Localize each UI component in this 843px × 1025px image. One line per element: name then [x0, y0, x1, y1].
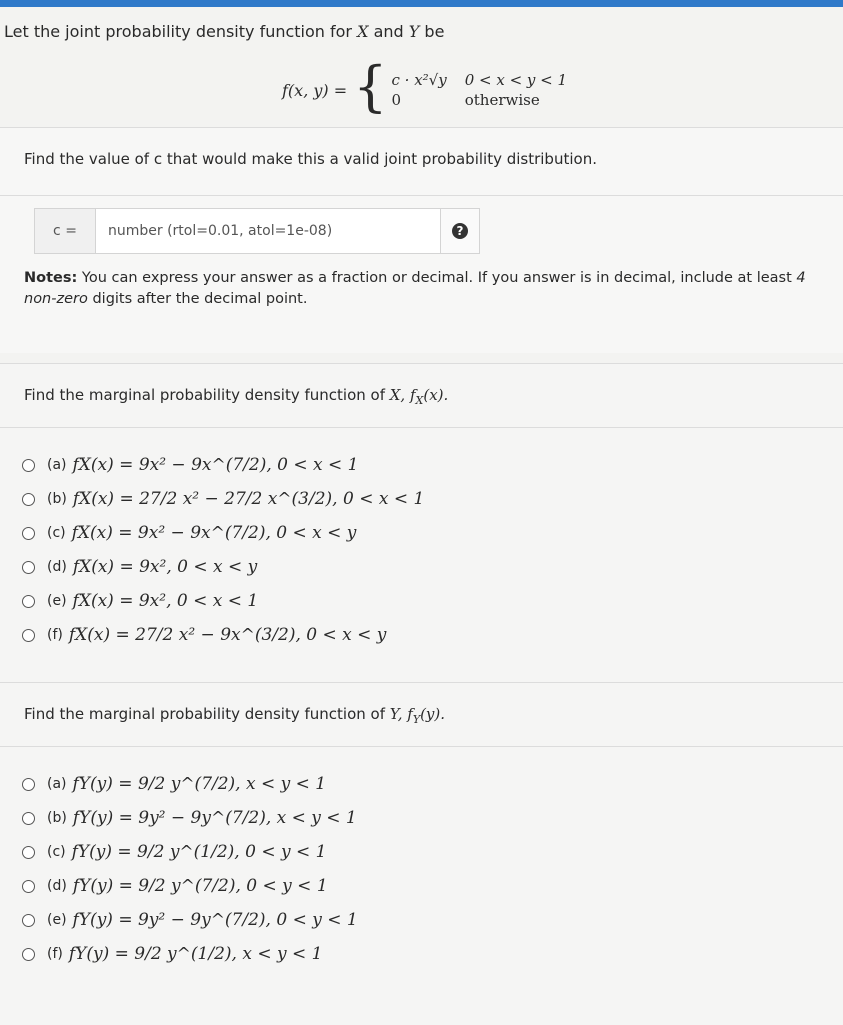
q3-option-c[interactable] [22, 835, 358, 869]
question-2-options [22, 448, 424, 652]
q2-option-b[interactable] [22, 482, 424, 516]
option-letter: (b) [47, 491, 67, 507]
q3-option-e[interactable] [22, 903, 358, 937]
q3-suffix: (y). [420, 705, 446, 723]
option-formula: fY(y) = 9/2 y^(7/2), 0 < y < 1 [72, 876, 328, 896]
answer-box [34, 208, 480, 254]
option-formula: fY(y) = 9/2 y^(7/2), x < y < 1 [72, 774, 327, 794]
q3-option-d[interactable] [22, 869, 358, 903]
radio-button[interactable] [22, 846, 35, 859]
option-formula: fY(y) = 9y² − 9y^(7/2), x < y < 1 [72, 808, 357, 828]
option-letter: (f) [47, 946, 63, 962]
option-formula: fX(x) = 27/2 x² − 9x^(3/2), 0 < x < y [68, 625, 387, 645]
option-formula: fX(x) = 9x², 0 < x < 1 [72, 591, 259, 611]
radio-button[interactable] [22, 493, 35, 506]
help-cell [441, 209, 479, 253]
question-1-text: Find the value of c that would make this a valid joint probability distribution. [24, 150, 597, 168]
option-letter: (d) [47, 878, 67, 894]
radio-button[interactable] [22, 948, 35, 961]
radio-button[interactable] [22, 595, 35, 608]
intro-and: and [368, 22, 409, 41]
radio-button[interactable] [22, 778, 35, 791]
option-letter: (c) [47, 844, 66, 860]
case2-condition: otherwise [464, 91, 540, 109]
q3-option-a[interactable] [22, 767, 358, 801]
option-letter: (e) [47, 593, 67, 609]
radio-button[interactable] [22, 459, 35, 472]
answer-notes [24, 268, 824, 310]
option-letter: (c) [47, 525, 66, 541]
case2-expression: 0 [391, 91, 402, 109]
option-formula: fY(y) = 9/2 y^(1/2), 0 < y < 1 [71, 842, 327, 862]
q3-sub: Y [412, 713, 421, 726]
option-formula: fY(y) = 9y² − 9y^(7/2), 0 < y < 1 [72, 910, 358, 930]
option-letter: (a) [47, 457, 67, 473]
top-accent-bar [0, 0, 843, 7]
q3-prefix: Find the marginal probability density function of [24, 705, 390, 723]
option-formula: fX(x) = 9x² − 9x^(7/2), 0 < x < 1 [72, 455, 359, 475]
option-formula: fX(x) = 9x² − 9x^(7/2), 0 < x < y [71, 523, 357, 543]
intro-var-x: X [357, 22, 369, 41]
q2-prefix: Find the marginal probability density function of [24, 386, 390, 404]
question-3-panel [0, 682, 843, 1025]
radio-button[interactable] [22, 880, 35, 893]
formula-brace: { [353, 55, 388, 118]
option-formula: fY(y) = 9/2 y^(1/2), x < y < 1 [68, 944, 323, 964]
notes-label: Notes: [24, 270, 78, 286]
option-letter: (f) [47, 627, 63, 643]
q2-option-c[interactable] [22, 516, 424, 550]
q2-sub: X [415, 394, 424, 407]
question-2-text [24, 386, 448, 407]
q2-option-a[interactable] [22, 448, 424, 482]
question-3-options [22, 767, 358, 971]
intro-var-y: Y [408, 22, 420, 41]
radio-button[interactable] [22, 812, 35, 825]
q3-option-b[interactable] [22, 801, 358, 835]
notes-text-3: digits after the decimal point. [87, 291, 308, 307]
question-1-panel [0, 127, 843, 353]
radio-button[interactable] [22, 527, 35, 540]
radio-button[interactable] [22, 914, 35, 927]
question-1-divider [0, 195, 843, 196]
formula-cases [392, 71, 568, 109]
option-formula: fX(x) = 27/2 x² − 27/2 x^(3/2), 0 < x < 1 [72, 489, 425, 509]
case1-expression: c · x²√y [391, 71, 447, 89]
option-letter: (b) [47, 810, 67, 826]
q2-var: X, f [389, 386, 416, 404]
option-letter: (d) [47, 559, 67, 575]
radio-button[interactable] [22, 629, 35, 642]
q2-option-f[interactable] [22, 618, 424, 652]
c-value-input[interactable] [96, 209, 441, 253]
question-3-divider [0, 746, 843, 747]
answer-label: c = [35, 209, 96, 253]
help-icon[interactable]: ? [452, 223, 468, 239]
problem-intro [4, 22, 444, 41]
intro-text-suffix: be [419, 22, 445, 41]
q3-option-f[interactable] [22, 937, 358, 971]
formula-lhs: f(x, y) = [282, 80, 348, 100]
option-letter: (a) [47, 776, 67, 792]
radio-button[interactable] [22, 561, 35, 574]
notes-text-2: 4 non-zero [24, 270, 806, 307]
q2-suffix: (x). [423, 386, 449, 404]
question-3-text [24, 705, 445, 726]
option-formula: fX(x) = 9x², 0 < x < y [72, 557, 258, 577]
option-letter: (e) [47, 912, 67, 928]
case1-condition: 0 < x < y < 1 [464, 71, 568, 89]
question-2-panel [0, 363, 843, 684]
question-2-divider [0, 427, 843, 428]
q3-var: Y, f [389, 705, 413, 723]
joint-pdf-formula [282, 55, 568, 120]
q2-option-d[interactable] [22, 550, 424, 584]
q2-option-e[interactable] [22, 584, 424, 618]
notes-text-1: You can express your answer as a fraction or decimal. If you answer is in decimal, include at least [77, 270, 797, 286]
intro-text-prefix: Let the joint probability density function for [4, 22, 358, 41]
